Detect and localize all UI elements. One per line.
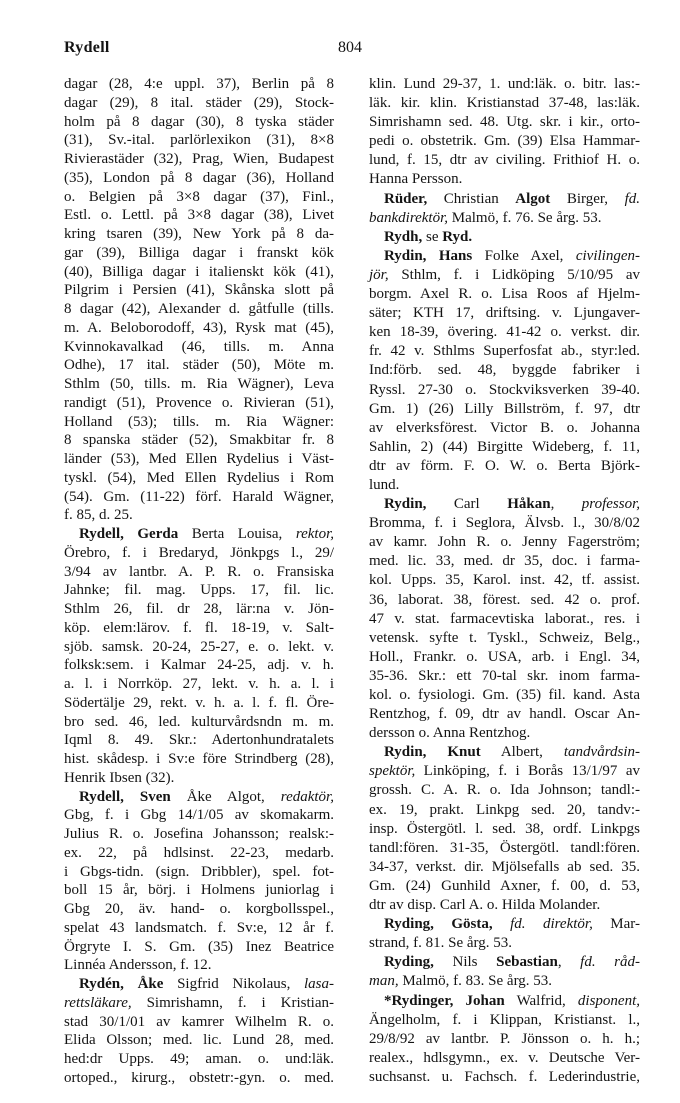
text-line: 47 v. stat. farmacevtiska laborat., res. i [369, 610, 640, 627]
text-line: av kamr. John R. o. Jenny Fagerström; [369, 534, 640, 551]
text-line: kol. Upps. 35, Karol. inst. 42, tf. assist. [369, 572, 640, 589]
text-line: Rentzhog, f. 09, dtr av handl. Oscar An- [369, 706, 640, 723]
entry-heading-line [369, 495, 640, 514]
text-run: Folke Axel, [472, 247, 576, 264]
text-line: Gbg 20, äv. hand- o. korgbollsspel., [64, 901, 334, 917]
text-line: insp. Östergötl. l. sed. 38, ordf. Linkpgs [369, 820, 640, 837]
entry-name: Rydell, Gerda [79, 526, 179, 542]
entry-heading-line [369, 953, 640, 972]
text-line [369, 762, 640, 781]
text-run: Linköping, f. i Borås 13/1/97 av [415, 763, 640, 780]
entry-name: *Rydinger, Johan [384, 992, 505, 1009]
text-line: grossh. C. A. R. o. Ida Johnson; tandl:- [369, 782, 640, 799]
text-line: 34-37, verkst. dir. Mjölsefalls ab sed. 35. [369, 858, 640, 875]
entry-occupation: professor, [581, 496, 641, 513]
text-line: (35), London på 8 dagar (36), Holland [64, 169, 334, 186]
text-line: a. l. i Norrköp. 27, lekt. v. h. a. l. i [64, 676, 334, 692]
entry-heading-line [369, 992, 640, 1011]
text-line: Gm. 1) (26) Lilly Billström, f. 97, dtr [369, 400, 640, 417]
entry-heading-line [369, 190, 640, 209]
entry-name: Rydin, [384, 496, 427, 513]
text-line: Jahnke; fil. mag. Upps. 17, fil. lic. [64, 582, 334, 599]
text-line: Sthlm 26, fil. dr 28, lär:na v. Jön- [64, 601, 334, 617]
text-line: dagar (29), 8 ital. städer (29), Stock- [64, 94, 334, 111]
text-line: Gm. (24) Gunhild Axner, f. 00, d. 53, [369, 877, 640, 894]
text-line: Örgryte I. S. Gm. (35) Inez Beatrice [64, 938, 334, 955]
text-line: (31), Sv.-ital. parlörlexikon (31), 8×8 [64, 132, 334, 149]
text-line: folksk:sem. i Kalmar 24-25, adj. v. h. [64, 657, 334, 674]
entry-heading-line [369, 743, 640, 762]
entry-heading-line [369, 228, 640, 247]
biography-entry [64, 788, 334, 976]
text-line: Gbg, f. i Gbg 14/1/05 av skomakarm. [64, 807, 334, 824]
text-run: Berta Louisa, [178, 526, 296, 542]
text-line: pedi o. obstetrik. Gm. (39) Elsa Hammar- [369, 133, 640, 150]
left-column [64, 75, 334, 1088]
text-line: o. Belgien på 3×8 dagar (37), Finl., [64, 188, 334, 205]
entry-occupation: rektor, [295, 526, 335, 542]
text-run: Christian [427, 190, 516, 207]
text-run: Malmö, f. 76. Se årg. 53. [448, 209, 602, 226]
text-line: ken 18-39, övering. 41-42 o. verkst. dir. [369, 324, 640, 341]
entry-heading-line [369, 915, 640, 934]
biography-entry [369, 743, 640, 915]
text-line: hist. skådesp. i Sv:e före Strindberg (28), [64, 751, 334, 767]
text-run: Walfrid, [504, 992, 578, 1009]
text-run: Albert, [480, 744, 564, 761]
text-line: Holl., Frankr. o. USA, arb. i Engl. 34, [369, 648, 640, 665]
text-line: holm på 8 dagar (30), 8 tyska städer [64, 113, 334, 130]
entry-name: Rydén, Åke [79, 976, 164, 992]
text-line [64, 994, 334, 1013]
entry-name: Rydin, Hans [384, 247, 473, 264]
text-run: , [557, 954, 581, 971]
entry-occupation: redaktör, [280, 788, 334, 805]
page-number: 804 [338, 39, 362, 56]
text-line: Ryssl. 27-30 o. Stockviksverken 39-40. [369, 381, 640, 398]
text-line: i Gbgs-tidn. (sign. Dribbler), spel. fot- [64, 863, 334, 880]
text-line: f. 85, d. 25. [64, 507, 133, 524]
entry-name: Sebastian [496, 954, 558, 971]
text-line: Södertälje 29, rekt. v. h. a. l. f. fl. Öre- [64, 694, 334, 711]
text-line: 29/8/92 av lantbr. P. Jönsson o. h. h.; [369, 1030, 640, 1047]
text-line: 8 dagar (42), Alexander d. gåtfulle (tills. [64, 301, 334, 317]
biography-entry [369, 953, 640, 991]
entry-occupation: rettsläkare, [64, 994, 132, 1011]
text-line: Linnéa Andersson, f. 12. [64, 957, 212, 974]
text-line: dagar (28, 4:e uppl. 37), Berlin på 8 [64, 76, 334, 92]
text-line: dersson o. Anna Rentzhog. [369, 725, 531, 742]
entry-occupation: fd. [624, 190, 640, 207]
entry-name: Ryding, Gösta, [384, 916, 493, 933]
text-line: kol. o. fysiologi. Gm. (35) fil. kand. Asta [369, 687, 640, 703]
text-line: läk. kir. klin. Kristianstad 37-48, las:läk. [369, 95, 640, 112]
text-line: med. lic. 33, med. dr 35, doc. i farma- [369, 553, 640, 570]
text-line [369, 266, 640, 285]
text-line: ex. 22, på hdlsinst. 22-23, medarb. [64, 844, 334, 861]
text-line: Elida Olsson; med. lic. Lund 28, med. [64, 1032, 334, 1049]
text-line: Odhe), 17 ital. städer (50), Möte m. [64, 357, 334, 374]
entry-occupation: civilingen- [575, 247, 640, 264]
text-run: Åke Algot, [170, 788, 281, 805]
text-line: tandl:fören. 31-35, Östergötl. tandl:fören. [369, 839, 640, 856]
entry-name: Ryd. [442, 228, 473, 245]
text-line: 8 spanska städer (52), Smakbitar fr. 8 [64, 432, 334, 449]
text-run: Sigfrid Nikolaus, [163, 976, 304, 992]
text-line: tyskl. (54), Med Ellen Rydelius i Rom [64, 469, 334, 486]
entry-occupation: spektör, [369, 763, 416, 780]
text-run: Mar- [592, 916, 640, 933]
entry-heading-line [64, 525, 334, 544]
text-line: Rivierastäder (32), Prag, Wien, Budapest [64, 151, 334, 167]
entry-name: Rydh, [384, 228, 423, 245]
text-line: Sthlm (50, tills. m. Ria Wägner), Leva [64, 376, 334, 392]
text-run: , [550, 496, 582, 513]
continued-entry [64, 75, 334, 525]
text-line: Ind:förb. sed. 48, byggde fabriker i [369, 362, 640, 379]
text-line: 3/94 av lantbr. A. P. R. o. Fransiska [64, 563, 334, 580]
biography-entry [64, 525, 334, 788]
entry-heading-line [369, 247, 640, 266]
text-line [369, 972, 640, 991]
text-line: stad 30/1/01 av kamrer Wilhelm R. o. [64, 1013, 334, 1030]
entry-name: Rüder, [384, 190, 428, 207]
text-line: Kvinnokavalkad (46, tills. m. Anna [64, 338, 334, 355]
biography-entry [369, 992, 640, 1087]
text-line: strand, f. 81. Se årg. 53. [369, 935, 513, 952]
entry-occupation: bankdirektör, [369, 209, 449, 226]
entry-name: Håkan [507, 496, 551, 513]
text-line: dtr av förm. F. O. W. o. Berta Björk- [369, 457, 640, 474]
text-line: Iqml 8. 49. Skr.: Adertonhundratalets [64, 732, 334, 749]
right-column [369, 75, 640, 1087]
text-line: Sahlin, 2) (44) Birgitte Wideberg, f. 11, [369, 438, 640, 455]
text-line: dtr av disp. Carl A. o. Hilda Molander. [369, 897, 601, 914]
text-line: hed:dr Upps. 49; aman. o. und:läk. [64, 1051, 334, 1067]
text-line: Simrishamn sed. 48. Utg. skr. i kir., orto- [369, 114, 640, 131]
text-line: klin. Lund 29-37, 1. und:läk. o. bitr. las:- [369, 76, 640, 92]
text-line: suchsanst. u. Fachsch. f. Lederindustrie, [369, 1068, 640, 1085]
entry-occupation: disponent, [577, 992, 641, 1009]
text-line: ex. 19, prakt. Linkpg sed. 20, tandv:- [369, 801, 640, 818]
text-line: boll 15 år, börj. i Holmens juniorlag i [64, 882, 334, 899]
text-line: av elverksförest. Victor B. o. Johanna [369, 419, 640, 436]
text-run: Sthlm, f. i Lidköping 5/10/95 av [388, 266, 640, 283]
text-line: Ängelholm, f. i Klippan, Kristianst. l., [369, 1011, 640, 1028]
text-line: Henrik Ibsen (32). [64, 769, 175, 786]
entry-name: Rydell, Sven [79, 788, 171, 805]
text-line: lund, f. 15, dtr av civiling. Frithiof H. o. [369, 152, 640, 169]
entry-name: Rydin, Knut [384, 744, 481, 761]
text-line: Hanna Persson. [369, 171, 463, 188]
text-run: Carl [426, 496, 508, 513]
text-run: Nils [433, 954, 497, 971]
text-line: m. A. Beloborodoff, 43), Rysk mat (45), [64, 319, 334, 336]
text-line: Örebro, f. i Bredaryd, Jönkpgs l., 29/ [64, 544, 334, 561]
biography-entry [369, 495, 640, 743]
entry-occupation: lasa- [304, 976, 334, 992]
text-run: se [422, 228, 443, 245]
text-run: Malmö, f. 83. Se årg. 53. [398, 973, 553, 990]
biography-entry [369, 190, 640, 228]
text-line: köp. elem:lärov. f. fl. 18-19, v. Salt- [64, 619, 334, 636]
entry-heading-line [64, 975, 334, 994]
text-line: lund. [369, 476, 400, 493]
text-line: 35-36. Skr.: ett 70-tal skr. inom farma- [369, 667, 640, 684]
text-line: vetensk. syfte t. Tyskl., Schweiz, Belg., [369, 629, 640, 646]
text-line: spelat 43 landsmatch. f. Sv:e, 12 år f. [64, 919, 334, 936]
entry-occupation: jör, [369, 266, 389, 283]
text-line: Holland (53); tills. m. Ria Wägner: [64, 413, 334, 430]
text-line: gar (39), Billiga dagar i franskt kök [64, 244, 334, 261]
text-line: realex., hdlsgymn., ex. v. Deutsche Ver- [369, 1049, 640, 1066]
text-line: Bromma, f. i Seglora, Älvsb. l., 30/8/02 [369, 515, 640, 532]
text-line: länder (53), Med Ellen Rydelius i Väst- [64, 451, 334, 467]
entry-name: Ryding, [384, 954, 434, 971]
entry-heading-line [64, 788, 334, 807]
biography-entry [369, 915, 640, 953]
entry-name: Algot [515, 190, 551, 207]
text-line: Estl. o. Lettl. på 3×8 dagar (38), Livet [64, 207, 334, 224]
continued-entry [369, 75, 640, 190]
text-line: kring tsaren (39), New York på 8 da- [64, 226, 334, 242]
text-run [493, 916, 510, 932]
entry-occupation: tandvårdsin- [563, 744, 640, 761]
text-line: borgm. Axel R. o. Lisa Roos af Hjelm- [369, 286, 640, 303]
text-line: Julius R. o. Josefina Johansson; realsk:- [64, 826, 334, 842]
biography-entry [369, 247, 640, 495]
text-run: Birger, [550, 190, 625, 207]
text-line: säter; KTH 17, driftsing. v. Ljungaver- [369, 305, 640, 322]
text-line: randigt (51), Provence o. Rivieran (51), [64, 394, 334, 411]
entry-occupation: fd. direktör, [510, 916, 593, 933]
text-line: bro sed. 46, led. kulturvårdsndn m. m. [64, 713, 334, 730]
text-line: (40), Billiga dagar i italienskt kök (41), [64, 263, 334, 280]
running-head: Rydell [64, 39, 110, 56]
text-line: fr. 42 v. Sthlms Superfosfat ab., styr:led. [369, 343, 640, 360]
text-line: Pilgrim i Persien (41), Skånska slott på [64, 282, 334, 299]
biography-entry [64, 975, 334, 1088]
text-line: (54). Gm. (11-22) förf. Harald Wägner, [64, 488, 334, 505]
entry-occupation: man, [369, 973, 399, 990]
text-line: ortoped., kirurg., obstetr:-gyn. o. med. [64, 1069, 334, 1086]
entry-occupation: fd. råd- [580, 954, 640, 971]
text-run: Simrishamn, f. i Kristian- [131, 994, 334, 1011]
biography-entry [369, 228, 640, 247]
text-line: sjöb. samsk. 20-24, 25-27, e. o. lekt. v. [64, 638, 334, 655]
text-line: 36, laborat. 38, förest. sed. 42 o. prof. [369, 591, 640, 608]
text-line [369, 209, 640, 228]
